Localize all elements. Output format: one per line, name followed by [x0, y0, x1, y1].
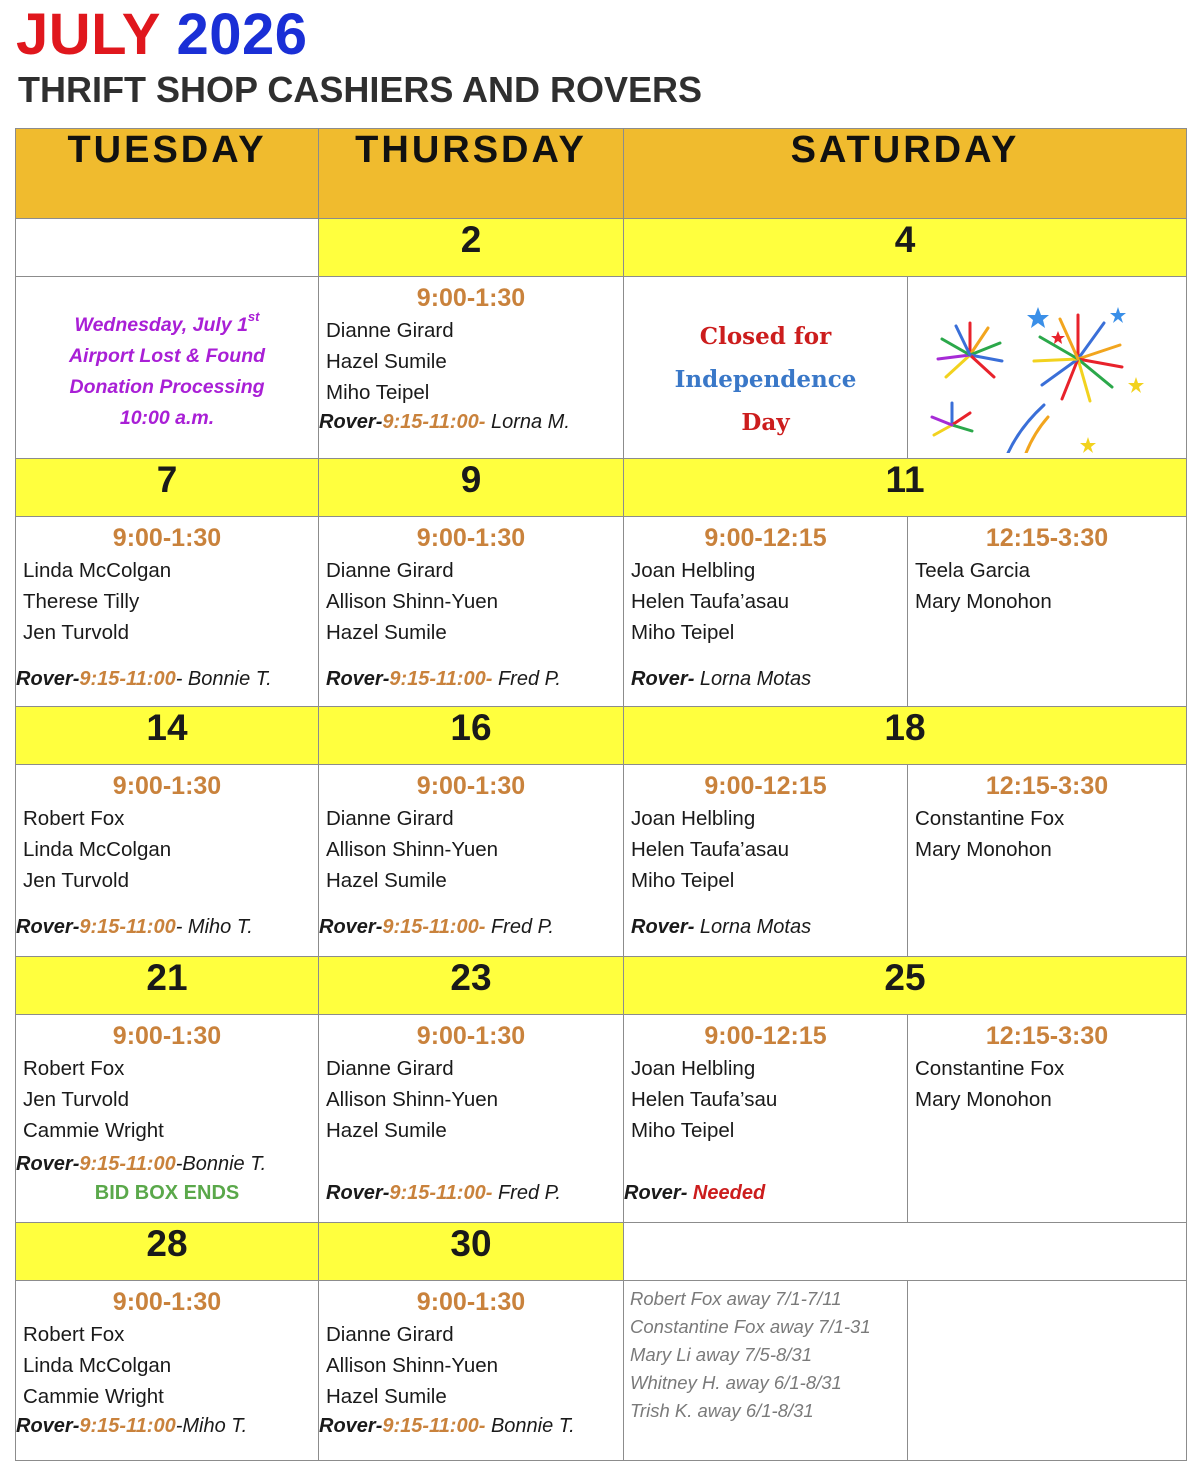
rover-name: Fred P. [492, 1182, 561, 1204]
cashier-name: Linda McColgan [23, 838, 172, 861]
rover-line [16, 648, 318, 693]
cashier-name: Helen Taufa’asau [631, 590, 790, 613]
cashier-list [908, 555, 1186, 617]
cashier-name: Miho Teipel [631, 1119, 735, 1142]
cashier-name: Hazel Sumile [326, 1119, 447, 1142]
shift-time: 12:15-3:30 [985, 524, 1109, 552]
cashier-name: Joan Helbling [631, 807, 756, 830]
date-cell: 2 [319, 219, 624, 277]
date-cell: 30 [319, 1223, 624, 1281]
fireworks-cell [908, 277, 1187, 459]
rover-name: Bonnie T. [485, 1415, 575, 1437]
rover-line [319, 408, 623, 436]
date-cell: 25 [624, 957, 1187, 1015]
rover-name: - Bonnie T. [175, 668, 272, 690]
rover-label: Rover- [16, 916, 80, 938]
cashier-name: Jen Turvold [23, 869, 129, 892]
rover-line [624, 648, 907, 693]
date-cell: 21 [16, 957, 319, 1015]
cashier-name: Miho Teipel [631, 869, 735, 892]
note-line: Donation Processing [69, 376, 265, 398]
date-cell: 9 [319, 459, 624, 517]
shift-row [16, 517, 1187, 707]
cashier-list [319, 315, 623, 408]
cashier-name: Hazel Sumile [326, 621, 447, 644]
shift-time: 9:00-1:30 [416, 1022, 526, 1050]
shift-cell [908, 1015, 1187, 1223]
cashier-name: Hazel Sumile [326, 350, 447, 373]
cashier-list [16, 555, 318, 648]
shift-time: 9:00-1:30 [112, 1288, 222, 1316]
cashier-name: Linda McColgan [23, 559, 172, 582]
away-item: Trish K. away 6/1-8/31 [630, 1400, 814, 1421]
cashier-name: Dianne Girard [326, 807, 454, 830]
rover-time: 9:15-11:00- [382, 411, 486, 433]
cashier-name: Allison Shinn-Yuen [326, 1354, 499, 1377]
rover-line [319, 648, 623, 693]
cashier-name: Robert Fox [23, 1323, 125, 1346]
closed-line: Independence [674, 366, 857, 393]
cashier-name: Constantine Fox [915, 807, 1065, 830]
rover-line [16, 1146, 318, 1178]
shift-cell [319, 277, 624, 459]
shift-cell [16, 765, 319, 957]
rover-needed: Needed [687, 1182, 766, 1204]
rover-label: Rover- [319, 916, 383, 938]
shift-cell [624, 517, 908, 707]
month-title: JULY [16, 2, 160, 67]
date-row [16, 707, 1187, 765]
shift-time: 9:00-1:30 [112, 1022, 222, 1050]
closed-line: Closed for [699, 323, 832, 350]
shift-row [16, 1281, 1187, 1461]
rover-time: 9:15-11:00 [79, 1415, 176, 1437]
shift-cell [908, 517, 1187, 707]
shift-time: 9:00-1:30 [416, 1288, 526, 1316]
date-cell: 16 [319, 707, 624, 765]
day-header-saturday: SATURDAY [624, 129, 1187, 219]
shift-time: 12:15-3:30 [985, 772, 1109, 800]
rover-time: 9:15-11:00- [382, 1415, 486, 1437]
rover-label: Rover- [319, 411, 383, 433]
shift-cell [624, 1015, 908, 1223]
shift-cell [624, 765, 908, 957]
cashier-name: Joan Helbling [631, 559, 756, 582]
cashier-name: Cammie Wright [23, 1385, 164, 1408]
rover-label: Rover- [16, 1153, 80, 1175]
cashier-name: Teela Garcia [915, 559, 1031, 582]
note-line: 10:00 a.m. [119, 407, 215, 429]
shift-time: 9:00-1:30 [112, 772, 222, 800]
shift-cell [319, 1281, 624, 1461]
cashier-list [908, 1053, 1186, 1115]
cashier-name: Dianne Girard [326, 1323, 454, 1346]
date-cell-empty [16, 219, 319, 277]
date-row [16, 459, 1187, 517]
bid-box-notice: BID BOX ENDS [94, 1182, 240, 1204]
closed-notice-cell [624, 277, 908, 459]
day-header-row [16, 129, 1187, 219]
shift-cell [16, 517, 319, 707]
cashier-name: Jen Turvold [23, 1088, 129, 1111]
date-cell: 7 [16, 459, 319, 517]
rover-label: Rover- [631, 916, 695, 938]
away-item: Whitney H. away 6/1-8/31 [630, 1372, 842, 1393]
rover-name: Fred P. [485, 916, 554, 938]
cashier-list [319, 803, 623, 896]
cashier-name: Allison Shinn-Yuen [326, 1088, 499, 1111]
rover-time: 9:15-11:00- [382, 916, 486, 938]
shift-time: 9:00-1:30 [416, 772, 526, 800]
date-cell: 14 [16, 707, 319, 765]
page-title [16, 2, 308, 68]
rover-line [16, 1412, 318, 1440]
cashier-name: Dianne Girard [326, 1057, 454, 1080]
cashier-name: Miho Teipel [326, 381, 430, 404]
shift-row [16, 765, 1187, 957]
away-item: Constantine Fox away 7/1-31 [630, 1316, 871, 1337]
cashier-list [16, 803, 318, 896]
rover-line [624, 1146, 907, 1207]
rover-time: 9:15-11:00 [79, 1153, 176, 1175]
day-header-tuesday: TUESDAY [16, 129, 319, 219]
date-cell: 28 [16, 1223, 319, 1281]
shift-cell [319, 1015, 624, 1223]
rover-line [624, 896, 907, 941]
rover-name: -Miho T. [175, 1415, 248, 1437]
cashier-list [624, 1053, 907, 1146]
shift-time: 12:15-3:30 [985, 1022, 1109, 1050]
rover-name: Fred P. [492, 668, 561, 690]
rover-label: Rover- [624, 1182, 688, 1204]
rover-name: Lorna M. [485, 411, 570, 433]
rover-label: Rover- [631, 668, 695, 690]
cashier-name: Dianne Girard [326, 559, 454, 582]
closed-line: Day [741, 409, 790, 436]
shift-cell [16, 1015, 319, 1223]
date-row [16, 219, 1187, 277]
cashier-name: Mary Monohon [915, 838, 1052, 861]
shift-row [16, 1015, 1187, 1223]
rover-label: Rover- [319, 1415, 383, 1437]
cashier-name: Joan Helbling [631, 1057, 756, 1080]
cashier-name: Jen Turvold [23, 621, 129, 644]
wednesday-note [16, 277, 318, 434]
cashier-name: Mary Monohon [915, 1088, 1052, 1111]
date-cell-empty [624, 1223, 1187, 1281]
cashier-list [319, 1053, 623, 1146]
note-superscript: st [247, 309, 260, 324]
day-header-thursday: THURSDAY [319, 129, 624, 219]
cashier-name: Mary Monohon [915, 590, 1052, 613]
cashier-name: Hazel Sumile [326, 869, 447, 892]
cashier-name: Helen Taufa’sau [631, 1088, 778, 1111]
rover-label: Rover- [326, 668, 390, 690]
cashier-name: Linda McColgan [23, 1354, 172, 1377]
rover-time: 9:15-11:00- [389, 668, 493, 690]
rover-label: Rover- [16, 1415, 80, 1437]
shift-time: 9:00-1:30 [416, 524, 526, 552]
rover-line [319, 1412, 623, 1440]
rover-time: 9:15-11:00 [79, 916, 176, 938]
date-row [16, 957, 1187, 1015]
year-title: 2026 [176, 2, 308, 67]
shift-time: 9:00-1:30 [112, 524, 222, 552]
note-line: Wednesday, July 1 [74, 314, 248, 336]
cashier-name: Dianne Girard [326, 319, 454, 342]
cashier-name: Helen Taufa’asau [631, 838, 790, 861]
cashier-list [908, 803, 1186, 865]
wednesday-note-cell [16, 277, 319, 459]
rover-time: 9:15-11:00- [389, 1182, 493, 1204]
shift-time: 9:00-1:30 [416, 284, 526, 312]
date-cell: 11 [624, 459, 1187, 517]
date-cell: 23 [319, 957, 624, 1015]
shift-row [16, 277, 1187, 459]
cashier-list [319, 555, 623, 648]
cashier-list [16, 1319, 318, 1412]
fireworks-icon [908, 277, 1186, 453]
rover-line [319, 1146, 623, 1207]
cashier-name: Therese Tilly [23, 590, 140, 613]
cashier-name: Constantine Fox [915, 1057, 1065, 1080]
shift-cell [319, 517, 624, 707]
cashier-name: Miho Teipel [631, 621, 735, 644]
cashier-list [624, 803, 907, 896]
rover-time: 9:15-11:00 [79, 668, 176, 690]
cashier-name: Hazel Sumile [326, 1385, 447, 1408]
shift-cell [16, 1281, 319, 1461]
date-cell: 4 [624, 219, 1187, 277]
cashier-list [624, 555, 907, 648]
rover-line [319, 896, 623, 941]
cashier-name: Robert Fox [23, 1057, 125, 1080]
shift-cell [908, 765, 1187, 957]
cashier-name: Robert Fox [23, 807, 125, 830]
away-item: Robert Fox away 7/1-7/11 [630, 1288, 842, 1309]
rover-name: - Miho T. [175, 916, 253, 938]
date-row [16, 1223, 1187, 1281]
cashier-name: Allison Shinn-Yuen [326, 590, 499, 613]
shift-time: 9:00-12:15 [704, 1022, 827, 1050]
cashier-list [319, 1319, 623, 1412]
schedule-calendar [15, 128, 1187, 1461]
rover-label: Rover- [16, 668, 80, 690]
away-list [624, 1281, 907, 1425]
rover-label: Rover- [326, 1182, 390, 1204]
away-item: Mary Li away 7/5-8/31 [630, 1344, 813, 1365]
empty-cell [908, 1281, 1187, 1461]
shift-cell [319, 765, 624, 957]
date-cell: 18 [624, 707, 1187, 765]
rover-name: -Bonnie T. [175, 1153, 267, 1175]
rover-name: Lorna Motas [694, 916, 812, 938]
page-subtitle: THRIFT SHOP CASHIERS AND ROVERS [18, 69, 703, 110]
closed-notice [624, 277, 907, 444]
cashier-name: Cammie Wright [23, 1119, 164, 1142]
cashier-list [16, 1053, 318, 1146]
rover-line [16, 896, 318, 941]
shift-time: 9:00-12:15 [704, 524, 827, 552]
note-line: Airport Lost & Found [68, 345, 266, 367]
away-notes-cell [624, 1281, 908, 1461]
rover-name: Lorna Motas [694, 668, 812, 690]
shift-time: 9:00-12:15 [704, 772, 827, 800]
cashier-name: Allison Shinn-Yuen [326, 838, 499, 861]
